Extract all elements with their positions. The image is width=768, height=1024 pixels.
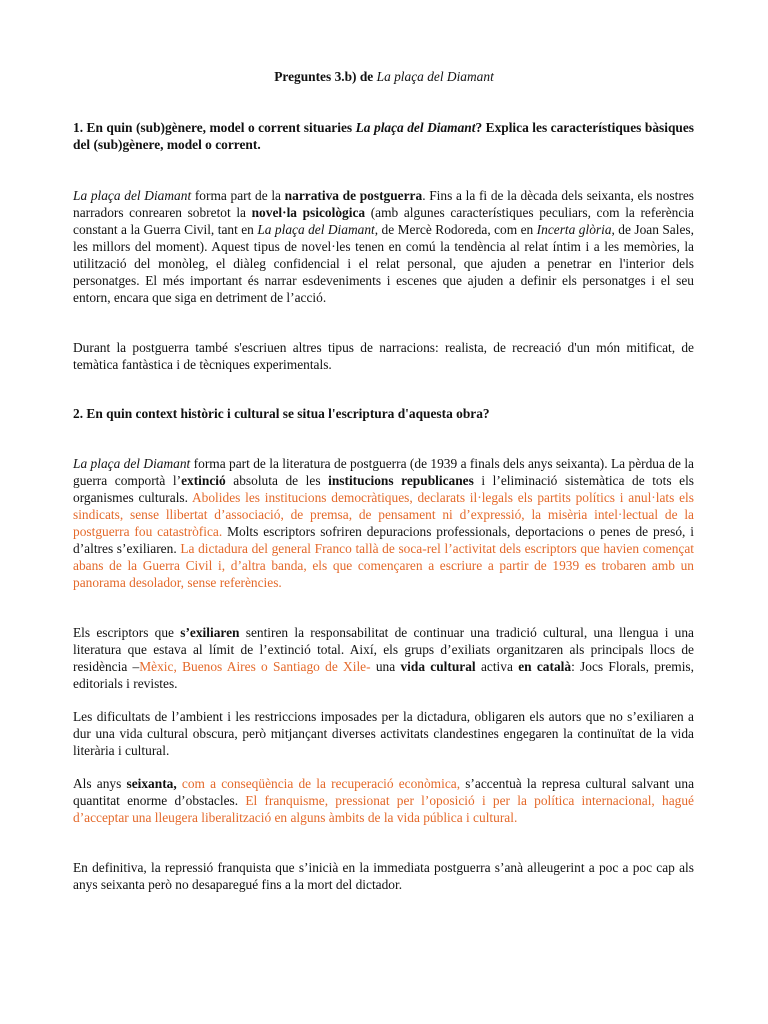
text-run: i l’eliminació sistemàtica de tots els organismes culturals. <box>73 473 694 505</box>
text-run: Als anys <box>73 776 127 791</box>
text-run: La dictadura del general Franco tallà de soca-rel l’activitat dels escriptors que havien començat abans de la Guerra Civil i, d’altra banda, els que començaren a escriure a partir de 1939 es trobaren amb un panorama desolador, sense referències. <box>73 541 694 590</box>
title-label: Preguntes 3.b) de <box>274 69 374 84</box>
question-1: 1. En quin (sub)gènere, model o corrent situaries La plaça del Diamant? Explica les característiques bàsiques del (sub)gènere, model o corrent. <box>73 120 694 152</box>
text-run: Molts escriptors sofriren depuracions professionals, deportacions o penes de presó, i d’altres s’exiliaren. <box>73 524 694 556</box>
text-run: La plaça del Diamant <box>73 188 192 203</box>
text-run: (amb algunes característiques peculiars, com la referència constant a la Guerra Civil, tant en <box>73 205 694 237</box>
text-run: , de Joan Sales, les millors del moment). Aquest tipus de novel·les tenen en comú la tendència al relat íntim i a les memòries, la utilització del monòleg, el diàleg confidencial i el relat personal, que ajuden a penetrar en l'interior dels personatges. El més important és narrar esdeveniments i escenes que ajuden a definir els personatges i el seu entorn, encara que siga en detriment de l’acció. <box>73 222 694 305</box>
text-run: absoluta de les <box>225 473 329 488</box>
text-run: una <box>370 659 401 674</box>
answer-2-paragraph-5 <box>73 859 694 893</box>
text-run: activa <box>475 659 519 674</box>
text-run: com a conseqüència de la recuperació econòmica, <box>181 776 461 791</box>
text-run: Mèxic, Buenos Aires o Santiago de Xile- <box>139 659 371 674</box>
text-run: . Fins a la fi de la dècada dels seixanta, els nostres narradors conrearen sobretot la <box>73 188 694 220</box>
text-run: El franquisme, pressionat per l’oposició i per la política internacional, hagué d’acceptar una lleugera liberalització en alguns àmbits de la vida pública i cultural. <box>73 793 694 825</box>
text-run: Durant la postguerra també s'escriuen altres tipus de narracions: realista, de recreació d'un món mitificat, de temàtica fantàstica i de tècniques experimentals. <box>73 340 694 372</box>
text-run: sentiren la responsabilitat de continuar una tradició cultural, una llengua i una literatura que estava al límit de l’extinció total. Així, els grups d’exiliats organitzaren als principals llocs de residència – <box>73 625 695 674</box>
text-run: vida cultural <box>400 659 476 674</box>
text-run: Abolides les institucions democràtiques, declarats il·legals els partits polítics i anul·lats els sindicats, sense llibertat d’associació, de premsa, de pensament ni d’expressió, la misèria intel·lectual de la postguerra fou catastròfica. <box>73 490 694 539</box>
title-work: La plaça del Diamant <box>376 69 494 84</box>
text-run: s’exiliaren <box>180 625 240 640</box>
text-run: en català <box>518 659 572 674</box>
answer-1-paragraph-2 <box>73 339 694 373</box>
text-run: s’accentuà la represa cultural salvant una quantitat enorme d’obstacles. <box>73 776 695 808</box>
text-run: Incerta glòria <box>536 222 612 237</box>
question-2: 2. En quin context històric i cultural se situa l'escriptura d'aquesta obra? <box>73 406 490 421</box>
answer-1-paragraph-1 <box>73 187 694 306</box>
answer-2-paragraph-2 <box>73 624 694 692</box>
text-run: forma part de la literatura de postguerra (de 1939 a finals dels anys seixanta). La pèrdua de la guerra comportà l’ <box>73 456 694 488</box>
text-run: forma part de la <box>191 188 285 203</box>
text-run: extinció <box>181 473 226 488</box>
text-run: seixanta, <box>126 776 177 791</box>
answer-2-paragraph-4 <box>73 775 694 826</box>
answer-2-paragraph-3 <box>73 708 694 759</box>
text-run: : Jocs Florals, premis, editorials i revistes. <box>73 659 694 691</box>
text-run: novel·la psicològica <box>251 205 366 220</box>
text-run: Les dificultats de l’ambient i les restriccions imposades per la dictadura, obligaren els autors que no s’exiliaren a dur una vida cultural obscura, però mitjançant diverses activitats clandestines engegaren la continuïtat de la vida literària i cultural. <box>73 709 694 758</box>
document-title <box>0 68 768 85</box>
text-run: Els escriptors que <box>73 625 181 640</box>
answer-2-paragraph-1 <box>73 455 694 591</box>
text-run: En definitiva, la repressió franquista que s’inicià en la immediata postguerra s’anà alleugerint a poc a poc cap als anys seixanta però no desaparegué fins a la mort del dictador. <box>73 860 694 892</box>
text-run: La plaça del Diamant <box>73 456 191 471</box>
text-run: narrativa de postguerra <box>284 188 423 203</box>
text-run: La plaça del Diamant <box>257 222 375 237</box>
text-run: , de Mercè Rodoreda, com en <box>374 222 537 237</box>
text-run: institucions republicanes <box>328 473 474 488</box>
